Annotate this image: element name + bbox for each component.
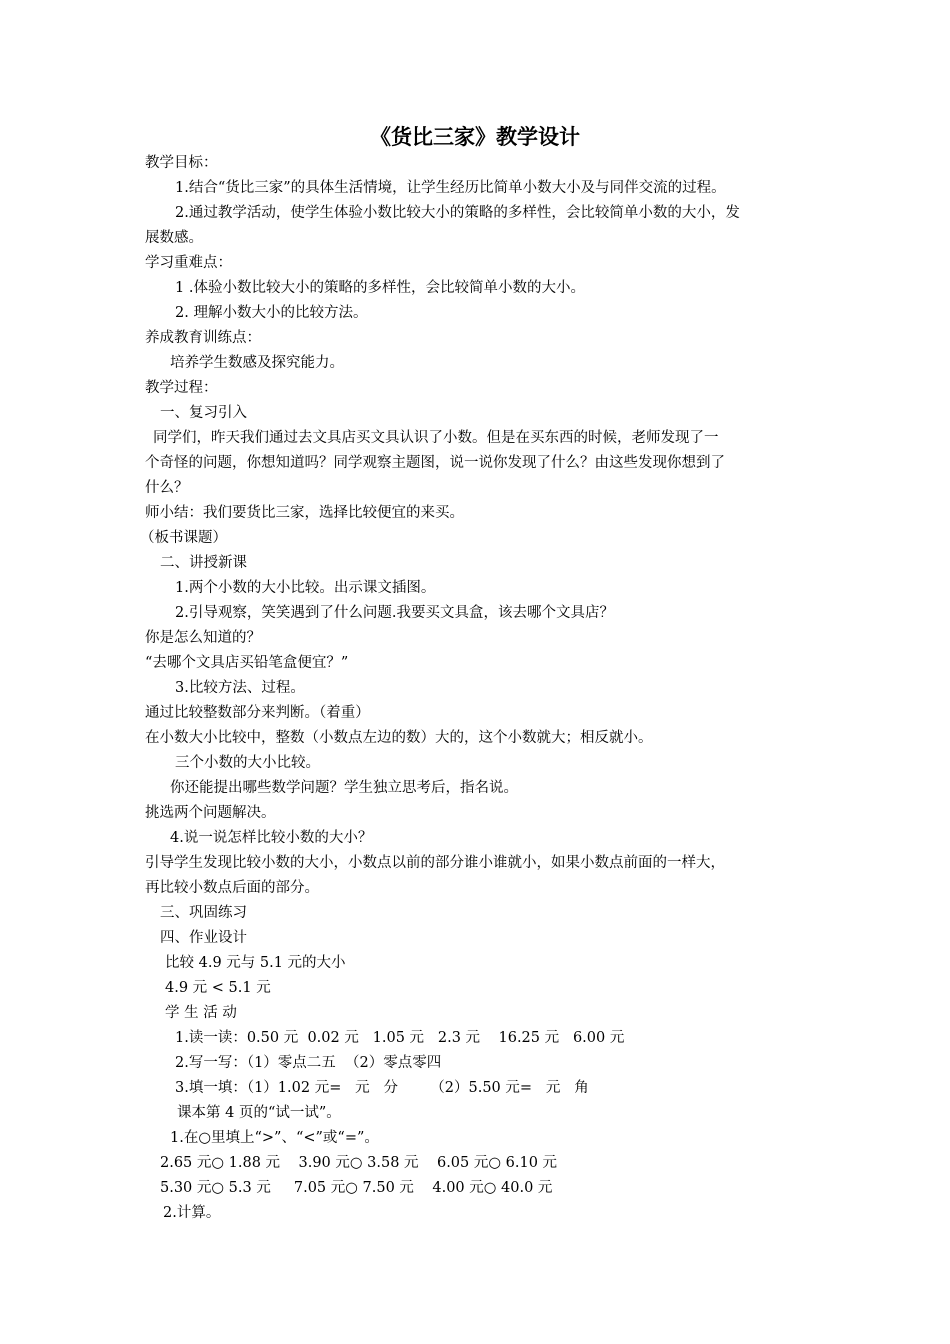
text-line: 培养学生数感及探究能力。 (170, 355, 344, 371)
document-title: 《货比三家》教学设计 (370, 125, 580, 149)
text-line: 2. 理解小数大小的比较方法。 (175, 305, 368, 321)
text-line: 1 .体验小数比较大小的策略的多样性，会比较简单小数的大小。 (175, 280, 585, 296)
text-line: “去哪个文具店买铅笔盒便宜？” (145, 655, 349, 671)
text-line: 2.计算。 (163, 1205, 221, 1221)
text-line: 同学们，昨天我们通过去文具店买文具认识了小数。但是在买东西的时候，老师发现了一 (153, 430, 719, 446)
text-line: 一、复习引入 (160, 405, 247, 421)
text-line: 课本第 4 页的“试一试”。 (177, 1105, 341, 1121)
text-line: 教学过程： (145, 380, 218, 396)
text-line: 教学目标： (145, 155, 218, 171)
text-line: 个奇怪的问题，你想知道吗？同学观察主题图，说一说你发现了什么？由这些发现你想到了 (145, 455, 725, 471)
text-line: 三、巩固练习 (160, 905, 247, 921)
text-line: 挑选两个问题解决。 (145, 805, 276, 821)
text-line: 展数感。 (145, 230, 203, 246)
text-line: 你是怎么知道的？ (145, 630, 261, 646)
text-line: 1.两个小数的大小比较。出示课文插图。 (175, 580, 436, 596)
text-line: 三个小数的大小比较。 (175, 755, 320, 771)
text-line: 1.在○里填上“>”、“<”或“=”。 (170, 1130, 379, 1146)
text-line: 在小数大小比较中，整数（小数点左边的数）大的，这个小数就大；相反就小。 (145, 730, 653, 746)
text-line: 通过比较整数部分来判断。（着重） (145, 705, 370, 721)
text-line: 再比较小数点后面的部分。 (145, 880, 319, 896)
text-line: 养成教育训练点： (145, 330, 261, 346)
text-line: 比较 4.9 元与 5.1 元的大小 (165, 955, 346, 971)
text-line: 4.说一说怎样比较小数的大小？ (170, 830, 373, 846)
text-line: 3.比较方法、过程。 (175, 680, 305, 696)
text-line: 4.9 元 < 5.1 元 (165, 980, 271, 996)
text-line: 什么？ (145, 480, 189, 496)
text-line: 学 生 活 动 (165, 1005, 237, 1021)
text-line: （板书课题） (140, 530, 227, 546)
document-body (140, 151, 815, 1226)
text-line: 2.引导观察，笑笑遇到了什么问题.我要买文具盒，该去哪个文具店？ (175, 605, 614, 621)
text-line: 2.写一写：（1）零点二五 （2）零点零四 (175, 1055, 442, 1071)
text-line: 2.65 元○ 1.88 元 3.90 元○ 3.58 元 6.05 元○ 6.10 元 (160, 1155, 558, 1171)
text-line: 二、讲授新课 (160, 555, 247, 571)
text-line: 1.结合“货比三家”的具体生活情境，让学生经历比简单小数大小及与同伴交流的过程。 (175, 180, 726, 196)
text-line: 引导学生发现比较小数的大小，小数点以前的部分谁小谁就小，如果小数点前面的一样大， (145, 855, 725, 871)
text-line: 师小结：我们要货比三家，选择比较便宜的来买。 (145, 505, 464, 521)
text-line: 1.读一读：0.50 元 0.02 元 1.05 元 2.3 元 16.25 元 6.00 元 (175, 1030, 625, 1046)
text-line: 3.填一填：（1）1.02 元= 元 分 （2）5.50 元= 元 角 (175, 1080, 589, 1096)
text-line: 你还能提出哪些数学问题？学生独立思考后，指名说。 (170, 780, 518, 796)
text-line: 四、作业设计 (160, 930, 247, 946)
text-line: 5.30 元○ 5.3 元 7.05 元○ 7.50 元 4.00 元○ 40.0 元 (160, 1180, 553, 1196)
text-line: 2.通过教学活动，使学生体验小数比较大小的策略的多样性，会比较简单小数的大小，发 (175, 205, 740, 221)
text-line: 学习重难点： (145, 255, 232, 271)
